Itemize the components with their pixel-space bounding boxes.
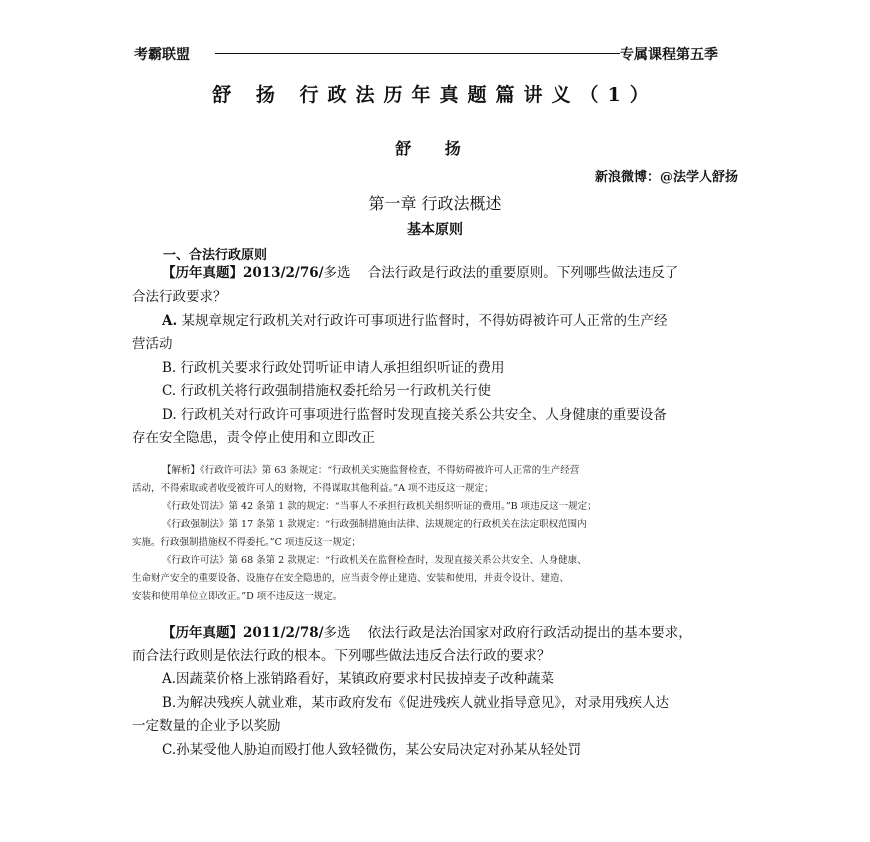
header-right: 专属课程第五季	[620, 47, 718, 63]
analysis-line: 《行政许可法》第 68 条第 2 款规定：“行政机关在监督检查时，发现直接关系公共安全、人身健康、	[162, 555, 587, 566]
question-stem-1: 依法行政是法治国家对政府行政活动提出的基本要求，	[367, 625, 692, 641]
q2-option-a: A.因蔬菜价格上涨销路看好，某镇政府要求村民拔掉麦子改种蔬菜	[162, 671, 555, 687]
q2-option-b: B.为解决残疾人就业难，某市政府发布《促进残疾人就业指导意见》，对录用残疾人达	[162, 695, 669, 711]
question-type: 多选	[323, 265, 351, 281]
analysis-line: 《行政强制法》第 17 条第 1 款规定：“行政强制措施由法律、法规规定的行政机关在法定职权范围内	[162, 519, 587, 530]
document-title: 舒 扬 行政法历年真题篇讲义（1）	[212, 84, 658, 106]
question-meta: 2011/2/78/	[243, 625, 324, 641]
analysis-line: 【解析】《行政许可法》第 63 条规定：“行政机关实施监督检查，不得妨碍被许可人正常的生产经营	[162, 465, 580, 476]
question-tag: 【历年真题】	[162, 625, 243, 641]
q1-option-d: D. 行政机关对行政许可事项进行监督时发现直接关系公共安全、人身健康的重要设备	[162, 407, 667, 423]
analysis-line: 活动，不得索取或者收受被许可人的财物，不得谋取其他利益。”A 项不违反这一规定；	[132, 483, 494, 494]
chapter-heading: 第一章 行政法概述	[368, 194, 502, 213]
q2-option-b-cont: 一定数量的企业予以奖励	[132, 718, 281, 734]
q2-option-c: C.孙某受他人胁迫而殴打他人致轻微伤，某公安局决定对孙某从轻处罚	[162, 742, 582, 758]
question-tag: 【历年真题】	[162, 265, 243, 281]
question-stem-1: 合法行政是行政法的重要原则。下列哪些做法违反了	[367, 265, 679, 281]
question-2-stem-2: 而合法行政则是依法行政的根本。下列哪些做法违反合法行政的要求？	[132, 648, 551, 664]
q1-option-a	[132, 310, 742, 333]
analysis-line: 生命财产安全的重要设备、设施存在安全隐患的，应当责令停止建造、安装和使用，并责令设计、建造、	[132, 573, 570, 584]
option-text: 某规章规定行政机关对行政许可事项进行监督时，不得妨碍被许可人正常的生产经	[181, 313, 668, 329]
question-1-stem	[132, 262, 742, 285]
section-heading: 一、合法行政原则	[163, 248, 268, 263]
subheading: 基本原则	[407, 222, 463, 238]
q1-option-a-cont: 营活动	[132, 336, 173, 352]
q1-option-c: C. 行政机关将行政强制措施权委托给另一行政机关行使	[162, 383, 491, 399]
header-left: 考霸联盟	[134, 47, 190, 63]
header-rule	[215, 53, 620, 54]
question-2-stem	[132, 622, 742, 645]
weibo-handle: 新浪微博：@法学人舒扬	[594, 170, 738, 185]
analysis-line: 《行政处罚法》第 42 条第 1 款的规定：“当事人不承担行政机关组织听证的费用。”B 项违反这一规定；	[162, 501, 597, 512]
question-meta: 2013/2/76/	[243, 265, 324, 281]
q1-option-b: B. 行政机关要求行政处罚听证申请人承担组织听证的费用	[162, 360, 505, 376]
analysis-line: 实施。行政强制措施权不得委托。”C 项违反这一规定；	[132, 537, 361, 548]
question-1-stem-2: 合法行政要求？	[132, 289, 227, 305]
question-type: 多选	[323, 625, 351, 641]
q1-option-d-cont: 存在安全隐患，责令停止使用和立即改正	[132, 430, 375, 446]
analysis-block	[132, 462, 742, 606]
author-name: 舒 扬	[395, 139, 475, 158]
analysis-line: 安装和使用单位立即改正。”D 项不违反这一规定。	[132, 591, 343, 602]
option-label: A.	[162, 313, 178, 329]
